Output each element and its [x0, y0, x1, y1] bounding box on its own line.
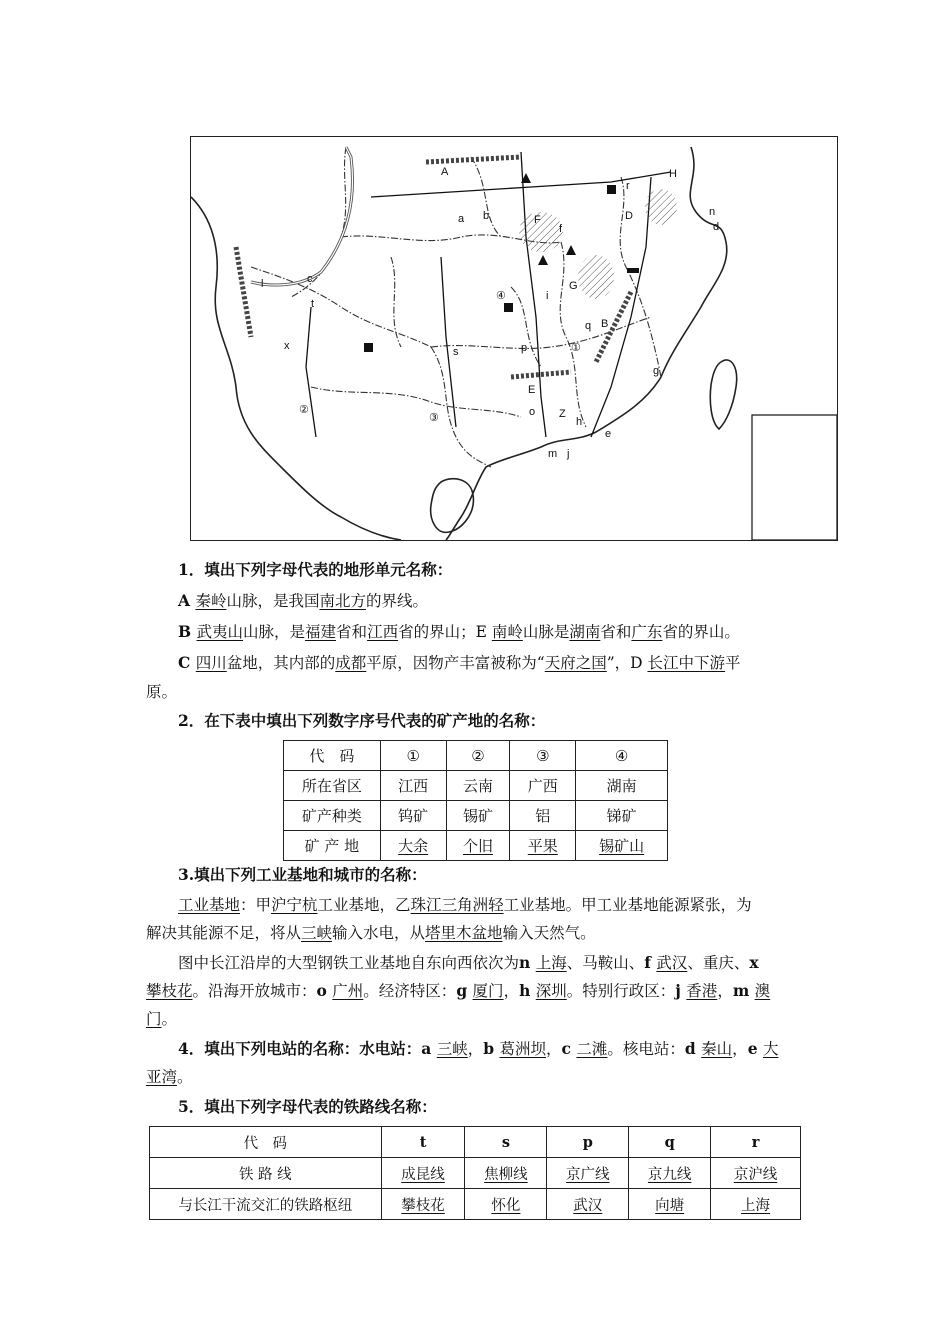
- table-row: [284, 831, 668, 861]
- q2-title: 2．在下表中填出下列数字序号代表的矿产地的名称：: [178, 711, 546, 730]
- china-map-figure: [190, 136, 838, 541]
- map-label-d: d: [713, 221, 720, 233]
- map-label-l: l: [261, 278, 264, 290]
- table-row: [284, 771, 668, 801]
- table-cell: 矿产种类: [284, 801, 381, 831]
- table-row: [284, 741, 668, 771]
- map-label-h: h: [576, 416, 583, 428]
- map-label-c: c: [307, 273, 313, 285]
- table-cell: 江西: [380, 771, 446, 801]
- table-cell: 成昆线: [381, 1158, 465, 1189]
- map-label-e: e: [605, 428, 612, 440]
- table-cell: ①: [380, 741, 446, 771]
- table-cell: 焦柳线: [465, 1158, 547, 1189]
- map-label-x: x: [284, 340, 290, 352]
- map-label-m: m: [548, 448, 558, 460]
- q3-line-5: 门。: [146, 1010, 178, 1028]
- table-row: [150, 1189, 801, 1220]
- q1-line-c: C 四川盆地，其内部的成都平原，因物产丰富被称为“天府之国”，D 长江中下游平: [178, 653, 741, 672]
- map-label-B: B: [601, 318, 609, 330]
- table-cell: 钨矿: [380, 801, 446, 831]
- map-label-q: q: [585, 320, 592, 332]
- map-label-o: o: [529, 406, 536, 418]
- table-cell: 攀枝花: [381, 1189, 465, 1220]
- q3-title: 3.填出下列工业基地和城市的名称：: [178, 865, 427, 884]
- map-label-F: F: [534, 214, 541, 226]
- table-cell: 湖南: [576, 771, 668, 801]
- table-cell: 平果: [510, 831, 576, 861]
- map-label-b: b: [483, 210, 490, 222]
- map-label-j: j: [567, 448, 570, 460]
- q1-line-b: B 武夷山山脉，是福建省和江西省的界山；E 南岭山脉是湖南省和广东省的界山。: [178, 622, 740, 641]
- map-label-t: t: [311, 298, 315, 310]
- table-cell: 怀化: [465, 1189, 547, 1220]
- map-label-D: D: [625, 210, 633, 222]
- map-drawing: [191, 137, 837, 540]
- table-cell: 锑矿: [576, 801, 668, 831]
- map-label-s: s: [453, 346, 459, 358]
- map-label-r: r: [626, 180, 630, 192]
- table-cell: p: [547, 1127, 629, 1158]
- table-cell: 京沪线: [711, 1158, 801, 1189]
- railway-table: [149, 1126, 801, 1220]
- map-label-g: g: [653, 365, 660, 377]
- map-label-p: p: [521, 342, 528, 354]
- table-cell: 代 码: [150, 1127, 382, 1158]
- table-cell: r: [711, 1127, 801, 1158]
- map-label-3: ③: [429, 412, 439, 424]
- q1-line-a: A 秦岭山脉，是我国南北方的界线。: [178, 591, 428, 610]
- map-label-E: E: [528, 384, 536, 396]
- table-row: [150, 1127, 801, 1158]
- map-label-H: H: [669, 168, 677, 180]
- map-label-A: A: [441, 166, 449, 178]
- q4-line-1: 4．填出下列电站的名称：水电站：a 三峡，b 葛洲坝，c 二滩。核电站：d 秦山，e 大: [178, 1039, 779, 1058]
- table-cell: 所在省区: [284, 771, 381, 801]
- table-cell: 锡矿: [446, 801, 510, 831]
- table-cell: ③: [510, 741, 576, 771]
- table-cell: 武汉: [547, 1189, 629, 1220]
- q1-line-c-wrap: 原。: [146, 683, 178, 701]
- q3-line-2: 解决其能源不足，将从三峡输入水电，从塔里木盆地输入天然气。: [146, 924, 596, 942]
- table-cell: s: [465, 1127, 547, 1158]
- map-label-a: a: [458, 213, 465, 225]
- map-label-2: ②: [299, 404, 309, 416]
- q5-title: 5．填出下列字母代表的铁路线名称：: [178, 1097, 437, 1116]
- q4-line-2: 亚湾。: [146, 1068, 193, 1086]
- table-cell: 铁 路 线: [150, 1158, 382, 1189]
- table-cell: 矿 产 地: [284, 831, 381, 861]
- table-cell: 与长江干流交汇的铁路枢纽: [150, 1189, 382, 1220]
- table-row: [150, 1158, 801, 1189]
- table-cell: 向塘: [629, 1189, 711, 1220]
- mineral-table: [283, 740, 668, 861]
- map-label-Z: Z: [559, 408, 566, 420]
- table-cell: 铝: [510, 801, 576, 831]
- table-cell: 京九线: [629, 1158, 711, 1189]
- map-label-i: i: [546, 290, 549, 302]
- table-cell: 锡矿山: [576, 831, 668, 861]
- map-label-1: ①: [571, 342, 581, 354]
- q3-line-1: 工业基地：甲沪宁杭工业基地，乙珠江三角洲轻工业基地。甲工业基地能源紧张，为: [178, 896, 752, 914]
- table-cell: q: [629, 1127, 711, 1158]
- table-cell: 上海: [711, 1189, 801, 1220]
- q3-line-4: 攀枝花。沿海开放城市：o 广州。经济特区：g 厦门，h 深圳。特别行政区：j 香港，m 澳: [146, 981, 771, 1000]
- map-label-n: n: [709, 206, 716, 218]
- table-cell: 大余: [380, 831, 446, 861]
- table-cell: ②: [446, 741, 510, 771]
- table-cell: 云南: [446, 771, 510, 801]
- map-label-f: f: [559, 223, 563, 235]
- map-label-G: G: [569, 280, 578, 292]
- table-cell: ④: [576, 741, 668, 771]
- table-row: [284, 801, 668, 831]
- q3-line-3: 图中长江沿岸的大型钢铁工业基地自东向西依次为n 上海、马鞍山、f 武汉、重庆、x: [178, 953, 759, 972]
- table-cell: 广西: [510, 771, 576, 801]
- q1-title: 1．填出下列字母代表的地形单元名称：: [178, 560, 453, 579]
- table-cell: 京广线: [547, 1158, 629, 1189]
- table-cell: 代 码: [284, 741, 381, 771]
- map-label-4: ④: [496, 290, 506, 302]
- table-cell: 个旧: [446, 831, 510, 861]
- table-cell: t: [381, 1127, 465, 1158]
